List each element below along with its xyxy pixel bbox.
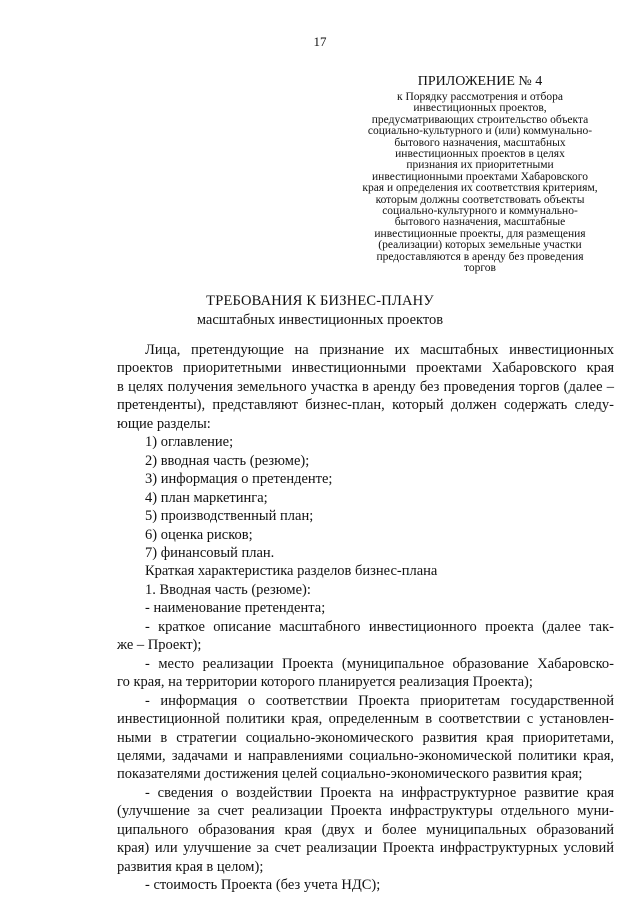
appendix-line: инвестиционных проектов в целях: [395, 148, 565, 161]
paragraph-line: претенденты), представляют бизнес-план, который должен содержать следу-: [117, 397, 614, 414]
appendix-line: края и определения их соответствия критериям,: [362, 182, 598, 195]
appendix-line: которым должны соответствовать объекты: [375, 193, 585, 206]
appendix-line: (реализации) которых земельные участки: [378, 239, 582, 252]
paragraph-line: (улучшение за счет реализации Проекта инфраструктуры отдельного муни-: [117, 803, 614, 820]
paragraph-line: ющие разделы:: [117, 415, 211, 432]
paragraph-line: проектов приоритетными инвестиционными проектами Хабаровского края: [117, 360, 614, 377]
section-heading: 1. Вводная часть (резюме):: [145, 581, 311, 598]
appendix-line: социально-культурного и (или) коммунально-: [367, 125, 593, 138]
list-item: 1) оглавление;: [145, 434, 234, 451]
appendix-line: признания их приоритетными: [406, 159, 554, 172]
appendix-line: торгов: [464, 262, 496, 275]
list-item: 7) финансовый план.: [145, 544, 275, 561]
paragraph-line: инвестиционной политики края, определенным в соответствии с установлен-: [117, 711, 614, 728]
appendix-line: инвестиционные проекты, для размещения: [374, 227, 586, 240]
list-item: 3) информация о претенденте;: [145, 471, 333, 488]
appendix-title: ПРИЛОЖЕНИЕ № 4: [417, 74, 543, 89]
list-item: - наименование претендента;: [145, 600, 326, 617]
paragraph-line: Лица, претендующие на признание их масштабных инвестиционных: [145, 342, 614, 358]
appendix-line: инвестиционными проектами Хабаровского: [372, 170, 588, 183]
paragraph-line: развития края в целом);: [117, 858, 264, 875]
list-item: - место реализации Проекта (муниципальное образование Хабаровско-: [145, 655, 614, 672]
paragraph-line: показателями достижения целей социально-экономического развития края;: [117, 766, 583, 783]
paragraph-line: целями, задачами и направлениями социально-экономической политики края,: [117, 747, 614, 764]
page-number: 17: [313, 34, 327, 49]
list-item: - информация о соответствии Проекта приоритетам государственной: [145, 692, 614, 709]
appendix-line: к Порядку рассмотрения и отбора: [397, 91, 563, 103]
document-body: [117, 341, 614, 895]
document-subtitle: масштабных инвестиционных проектов: [196, 312, 444, 328]
list-item: 5) производственный план;: [145, 508, 314, 525]
appendix-header: [340, 74, 620, 275]
appendix-description: [340, 92, 620, 275]
list-item: - сведения о воздействии Проекта на инфраструктурное развитие края: [145, 784, 614, 801]
paragraph-line: ными в стратегии социально-экономического развития края приоритетами,: [117, 729, 614, 746]
paragraph-line: края) или улучшение за счет реализации Проекта инфраструктурных условий: [117, 840, 614, 857]
list-item: 6) оценка рисков;: [145, 526, 253, 543]
appendix-line: предусматривающих строительство объекта: [371, 113, 589, 126]
list-item: - краткое описание масштабного инвестиционного проекта (далее так-: [145, 618, 614, 635]
list-item: 4) план маркетинга;: [145, 489, 268, 506]
section-heading: Краткая характеристика разделов бизнес-плана: [145, 563, 438, 580]
paragraph-line: го края, на территории которого планируется реализация Проекта);: [117, 674, 533, 691]
appendix-line: бытового назначения, масштабные: [394, 216, 566, 229]
appendix-line: социально-культурного и коммунально-: [382, 205, 578, 218]
document-title: ТРЕБОВАНИЯ К БИЗНЕС-ПЛАНУ: [206, 293, 434, 309]
list-item: 2) вводная часть (резюме);: [145, 452, 310, 469]
paragraph-line: ципального образования края (двух и более муниципальных образований: [117, 821, 614, 838]
paragraph-line: же – Проект);: [117, 637, 202, 654]
appendix-line: инвестиционных проектов,: [413, 102, 547, 115]
paragraph-line: в целях получения земельного участка в аренду без проведения торгов (далее –: [117, 378, 614, 395]
appendix-line: бытового назначения, масштабных: [394, 136, 566, 149]
list-item: - стоимость Проекта (без учета НДС);: [145, 877, 381, 894]
appendix-line: предоставляются в аренду без проведения: [376, 250, 584, 263]
